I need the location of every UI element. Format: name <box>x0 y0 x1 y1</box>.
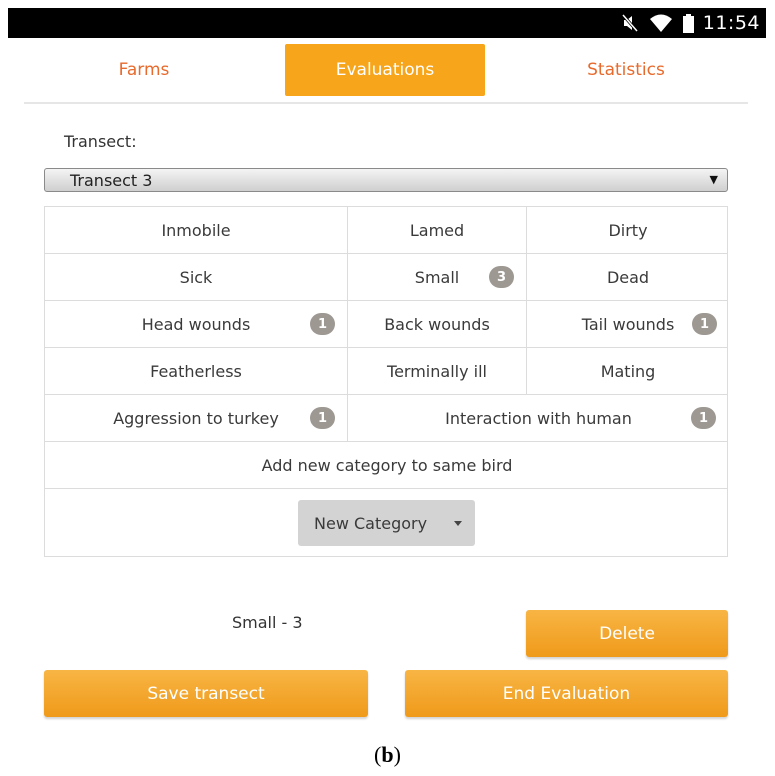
end-evaluation-button[interactable]: End Evaluation <box>405 670 728 717</box>
status-bar <box>8 8 766 38</box>
count-badge: 1 <box>692 313 717 335</box>
transect-select-value: Transect 3 <box>70 170 153 190</box>
new-category-row <box>45 489 727 556</box>
tab-divider <box>24 102 748 104</box>
new-category-dropdown[interactable] <box>298 500 475 546</box>
category-featherless[interactable] <box>45 348 347 394</box>
mute-icon <box>621 13 639 33</box>
category-label: Terminally ill <box>387 361 487 381</box>
battery-icon <box>683 14 694 33</box>
category-grid <box>44 206 728 557</box>
category-label: Dirty <box>608 220 648 240</box>
category-row <box>45 207 727 254</box>
category-label: Sick <box>179 267 213 287</box>
category-dirty[interactable] <box>526 207 729 253</box>
category-inmobile[interactable] <box>45 207 347 253</box>
dropdown-arrow-icon: ▼ <box>709 173 718 186</box>
caption-letter: b <box>381 742 394 767</box>
category-head-wounds[interactable] <box>45 301 347 347</box>
clock: 11:54 <box>702 12 760 34</box>
category-tail-wounds[interactable] <box>526 301 729 347</box>
new-category-label: New Category <box>314 513 428 533</box>
add-category-row <box>45 442 727 489</box>
category-terminally-ill[interactable] <box>347 348 526 394</box>
transect-select[interactable] <box>44 168 728 192</box>
category-row <box>45 301 727 348</box>
category-interaction-with-human[interactable] <box>347 395 729 441</box>
category-label: Mating <box>600 361 656 381</box>
category-mating[interactable] <box>526 348 729 394</box>
selected-category-text: Small - 3 <box>232 613 303 632</box>
transect-label: Transect: <box>64 132 137 151</box>
category-label: Inmobile <box>161 220 231 240</box>
wifi-icon <box>649 13 673 33</box>
category-sick[interactable] <box>45 254 347 300</box>
category-label: Back wounds <box>384 314 490 334</box>
category-label: Lamed <box>409 220 465 240</box>
category-row <box>45 395 727 442</box>
tab-farms[interactable]: Farms <box>118 60 170 80</box>
category-row <box>45 254 727 301</box>
category-label: Aggression to turkey <box>113 408 279 428</box>
category-row <box>45 348 727 395</box>
category-label: Interaction with human <box>445 408 632 428</box>
category-back-wounds[interactable] <box>347 301 526 347</box>
caret-down-icon <box>454 521 462 526</box>
count-badge: 1 <box>691 407 716 429</box>
category-dead[interactable] <box>526 254 729 300</box>
count-badge: 3 <box>489 266 514 288</box>
caption-close: ) <box>393 742 401 767</box>
figure-caption <box>0 742 775 768</box>
tab-statistics[interactable]: Statistics <box>587 60 665 80</box>
category-lamed[interactable] <box>347 207 526 253</box>
count-badge: 1 <box>310 407 335 429</box>
category-label: Small <box>414 267 460 287</box>
category-label: Tail wounds <box>581 314 675 334</box>
save-transect-button[interactable]: Save transect <box>44 670 368 717</box>
tab-bar <box>24 44 748 102</box>
category-label: Dead <box>606 267 650 287</box>
category-aggression-to-turkey[interactable] <box>45 395 347 441</box>
category-label: Featherless <box>150 361 242 381</box>
tab-evaluations[interactable]: Evaluations <box>285 44 485 96</box>
add-category-label: Add new category to same bird <box>261 455 513 475</box>
count-badge: 1 <box>310 313 335 335</box>
category-small[interactable] <box>347 254 526 300</box>
delete-button[interactable]: Delete <box>526 610 728 657</box>
category-label: Head wounds <box>141 314 251 334</box>
caption-open: ( <box>374 742 382 767</box>
